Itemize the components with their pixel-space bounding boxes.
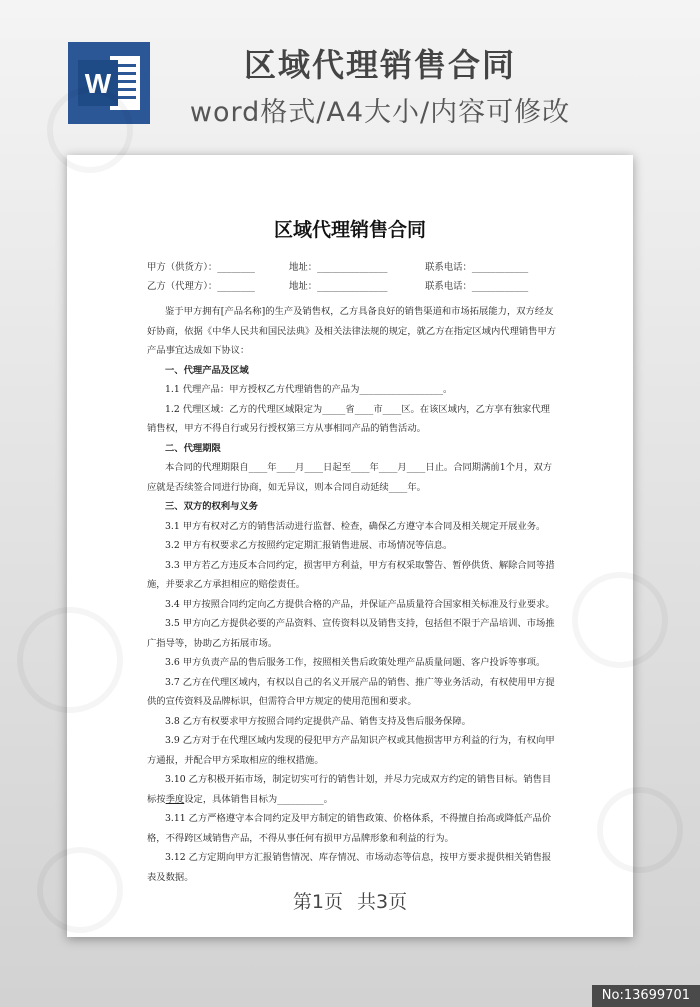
contract-body <box>147 302 559 887</box>
clause-3-1: 3.1 甲方有权对乙方的销售活动进行监督、检查，确保乙方遵守本合同及相关规定开展业务。 <box>165 520 546 532</box>
clause-3-10-text-b: 设定，具体销售目标为__________。 <box>184 793 333 805</box>
page-total: 共3页 <box>357 891 408 913</box>
header-title: 区域代理销售合同 <box>243 46 516 84</box>
svg-text:W: W <box>84 68 112 99</box>
clause-3-3: 3.3 甲方若乙方违反本合同约定，损害甲方利益，甲方有权采取警告、暂停供货、解除合同等措施，并要求乙方承担相应的赔偿责任。 <box>147 559 555 590</box>
clause-1-2: 1.2 代理区域：乙方的代理区域限定为_____省____市____区。在该区域内，乙方享有独家代理销售权，甲方不得自行或另行授权第三方从事相同产品的销售活动。 <box>147 403 550 434</box>
intro-paragraph: 鉴于甲方拥有[产品名称]的生产及销售权，乙方具备良好的销售渠道和市场拓展能力，双方经友好协商，依据《中华人民共和国民法典》及相关法律法规的规定，就乙方在指定区域内代理销售甲方产品事宜达成如下协议： <box>147 306 557 356</box>
party-a-phone: 联系电话：____________ <box>425 262 529 273</box>
clause-3-12: 3.12 乙方定期向甲方汇报销售情况、库存情况、市场动态等信息，按甲方要求提供相关销售报表及数据。 <box>147 852 552 883</box>
clause-3-2: 3.2 甲方有权要求乙方按照约定定期汇报销售进展、市场情况等信息。 <box>165 540 453 551</box>
clause-2: 本合同的代理期限自____年____月____日起至____年____月____日止。合同期满前1个月，双方应就是否续签合同进行协商，如无异议，则本合同自动延续____年。 <box>147 462 553 493</box>
document-title: 区域代理销售合同 <box>273 219 426 241</box>
document-page <box>67 155 633 937</box>
clause-1-1: 1.1 代理产品：甲方授权乙方代理销售的产品为__________________。 <box>165 384 453 395</box>
section-1-heading: 一、代理产品及区域 <box>165 364 249 376</box>
clause-3-6: 3.6 甲方负责产品的售后服务工作，按照相关售后政策处理产品质量问题、客户投诉等事项。 <box>165 657 546 668</box>
header-subtitle: word格式/A4大小/内容可修改 <box>189 97 571 128</box>
clause-3-8: 3.8 乙方有权要求甲方按照合同约定提供产品、销售支持及售后服务保障。 <box>165 715 471 727</box>
clause-3-7: 3.7 乙方在代理区域内，有权以自己的名义开展产品的销售、推广等业务活动，有权使用甲方提供的宣传资料及品牌标识，但需符合甲方规定的使用范围和要求。 <box>147 676 555 707</box>
clause-3-10 <box>147 770 559 809</box>
clause-3-10-text-a: 3.10 乙方积极开拓市场，制定切实可行的销售计划，并尽力完成双方约定的销售目标。销售目标按 <box>147 774 552 805</box>
clause-3-9: 3.9 乙方对于在代理区域内发现的侵犯甲方产品知识产权或其他损害甲方利益的行为，有权向甲方通报，并配合甲方采取相应的维权措施。 <box>147 735 555 766</box>
section-2-heading: 二、代理期限 <box>165 442 221 454</box>
party-b-phone: 联系电话：____________ <box>425 281 529 292</box>
sales-target-period: 季度 <box>165 793 185 805</box>
party-b-line <box>147 278 528 292</box>
page-number: 第1页 <box>292 891 343 913</box>
clause-3-5: 3.5 甲方向乙方提供必要的产品资料、宣传资料以及销售支持，包括但不限于产品培训、市场推广指导等，协助乙方拓展市场。 <box>147 618 555 649</box>
party-a-name: 甲方（供货方）：________ <box>147 262 255 273</box>
clause-3-4: 3.4 甲方按照合同约定向乙方提供合格的产品，并保证产品质量符合国家相关标准及行业要求。 <box>165 598 555 610</box>
image-id-badge: No:13699701 <box>592 985 700 1007</box>
party-b-address: 地址：_______________ <box>289 281 388 292</box>
clause-3-11: 3.11 乙方严格遵守本合同约定及甲方制定的销售政策、价格体系，不得擅自抬高或降低产品价格，不得跨区域销售产品，不得从事任何有损甲方品牌形象和利益的行为。 <box>147 813 552 844</box>
word-document-icon <box>68 42 150 124</box>
page-footer <box>67 887 633 914</box>
party-b-name: 乙方（代理方）：________ <box>147 281 255 292</box>
section-3-heading: 三、双方的权利与义务 <box>165 501 258 512</box>
party-a-address: 地址：_______________ <box>289 262 388 273</box>
party-a-line <box>147 259 528 273</box>
